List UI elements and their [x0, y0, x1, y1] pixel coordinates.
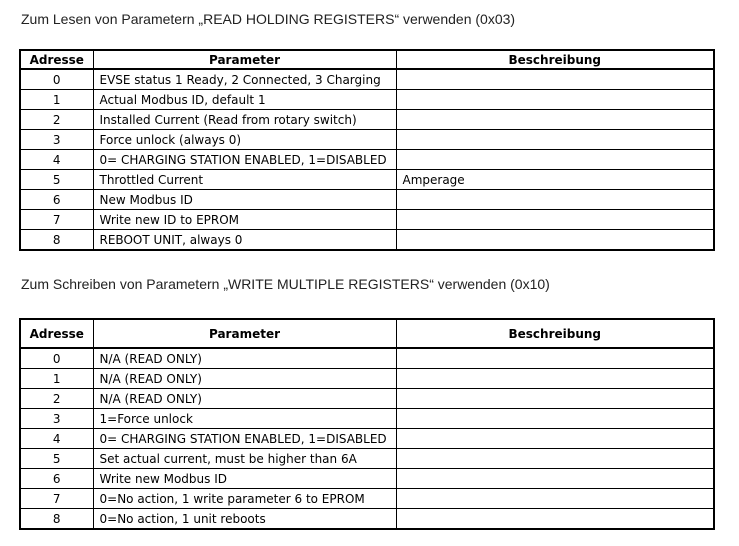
address-cell: 7 — [20, 489, 93, 509]
column-header-parameter: Parameter — [93, 319, 396, 348]
table-row — [20, 509, 714, 530]
parameter-cell: New Modbus ID — [93, 190, 396, 210]
address-cell: 0 — [20, 69, 93, 90]
address-cell: 7 — [20, 210, 93, 230]
table-row — [20, 469, 714, 489]
read-section-heading: Zum Lesen von Parametern „READ HOLDING REGISTERS“ verwenden (0x03) — [21, 11, 516, 27]
address-cell: 4 — [20, 429, 93, 449]
description-cell — [396, 369, 714, 389]
address-cell: 3 — [20, 130, 93, 150]
parameter-cell: 0= CHARGING STATION ENABLED, 1=DISABLED — [93, 429, 396, 449]
table-row — [20, 409, 714, 429]
address-cell: 1 — [20, 369, 93, 389]
table-row — [20, 369, 714, 389]
address-cell: 5 — [20, 170, 93, 190]
description-cell — [396, 469, 714, 489]
address-cell: 5 — [20, 449, 93, 469]
table-row — [20, 429, 714, 449]
table-row — [20, 69, 714, 90]
description-cell — [396, 150, 714, 170]
description-cell — [396, 130, 714, 150]
table-row — [20, 389, 714, 409]
parameter-cell: N/A (READ ONLY) — [93, 389, 396, 409]
table-row — [20, 150, 714, 170]
column-header-address: Adresse — [20, 319, 93, 348]
address-cell: 4 — [20, 150, 93, 170]
description-cell — [396, 389, 714, 409]
table-header-row — [20, 50, 714, 69]
parameter-cell: Actual Modbus ID, default 1 — [93, 90, 396, 110]
description-cell — [396, 509, 714, 530]
address-cell: 2 — [20, 110, 93, 130]
description-cell — [396, 489, 714, 509]
read-registers-table — [19, 49, 715, 251]
address-cell: 6 — [20, 469, 93, 489]
parameter-cell: Installed Current (Read from rotary switch) — [93, 110, 396, 130]
table-row — [20, 449, 714, 469]
table-row — [20, 230, 714, 251]
parameter-cell: EVSE status 1 Ready, 2 Connected, 3 Charging — [93, 69, 396, 90]
description-cell — [396, 210, 714, 230]
description-cell — [396, 90, 714, 110]
table-row — [20, 210, 714, 230]
parameter-cell: Force unlock (always 0) — [93, 130, 396, 150]
description-cell — [396, 190, 714, 210]
parameter-cell: Set actual current, must be higher than 6A — [93, 449, 396, 469]
column-header-description: Beschreibung — [396, 50, 714, 69]
table-row — [20, 489, 714, 509]
address-cell: 1 — [20, 90, 93, 110]
address-cell: 8 — [20, 230, 93, 251]
parameter-cell: N/A (READ ONLY) — [93, 369, 396, 389]
description-cell: Amperage — [396, 170, 714, 190]
parameter-cell: 0= CHARGING STATION ENABLED, 1=DISABLED — [93, 150, 396, 170]
address-cell: 0 — [20, 348, 93, 369]
table-row — [20, 110, 714, 130]
address-cell: 3 — [20, 409, 93, 429]
address-cell: 2 — [20, 389, 93, 409]
description-cell — [396, 409, 714, 429]
description-cell — [396, 69, 714, 90]
parameter-cell: 1=Force unlock — [93, 409, 396, 429]
table-header-row — [20, 319, 714, 348]
table-row — [20, 190, 714, 210]
parameter-cell: REBOOT UNIT, always 0 — [93, 230, 396, 251]
description-cell — [396, 429, 714, 449]
description-cell — [396, 110, 714, 130]
table-row — [20, 130, 714, 150]
description-cell — [396, 449, 714, 469]
column-header-address: Adresse — [20, 50, 93, 69]
column-header-description: Beschreibung — [396, 319, 714, 348]
description-cell — [396, 348, 714, 369]
column-header-parameter: Parameter — [93, 50, 396, 69]
table-row — [20, 348, 714, 369]
parameter-cell: Write new Modbus ID — [93, 469, 396, 489]
table-row — [20, 170, 714, 190]
table-row — [20, 90, 714, 110]
parameter-cell: 0=No action, 1 unit reboots — [93, 509, 396, 530]
write-registers-table — [19, 318, 715, 530]
write-section-heading: Zum Schreiben von Parametern „WRITE MULTIPLE REGISTERS“ verwenden (0x10) — [21, 276, 550, 292]
address-cell: 8 — [20, 509, 93, 530]
parameter-cell: Write new ID to EPROM — [93, 210, 396, 230]
address-cell: 6 — [20, 190, 93, 210]
parameter-cell: 0=No action, 1 write parameter 6 to EPROM — [93, 489, 396, 509]
parameter-cell: Throttled Current — [93, 170, 396, 190]
parameter-cell: N/A (READ ONLY) — [93, 348, 396, 369]
description-cell — [396, 230, 714, 251]
